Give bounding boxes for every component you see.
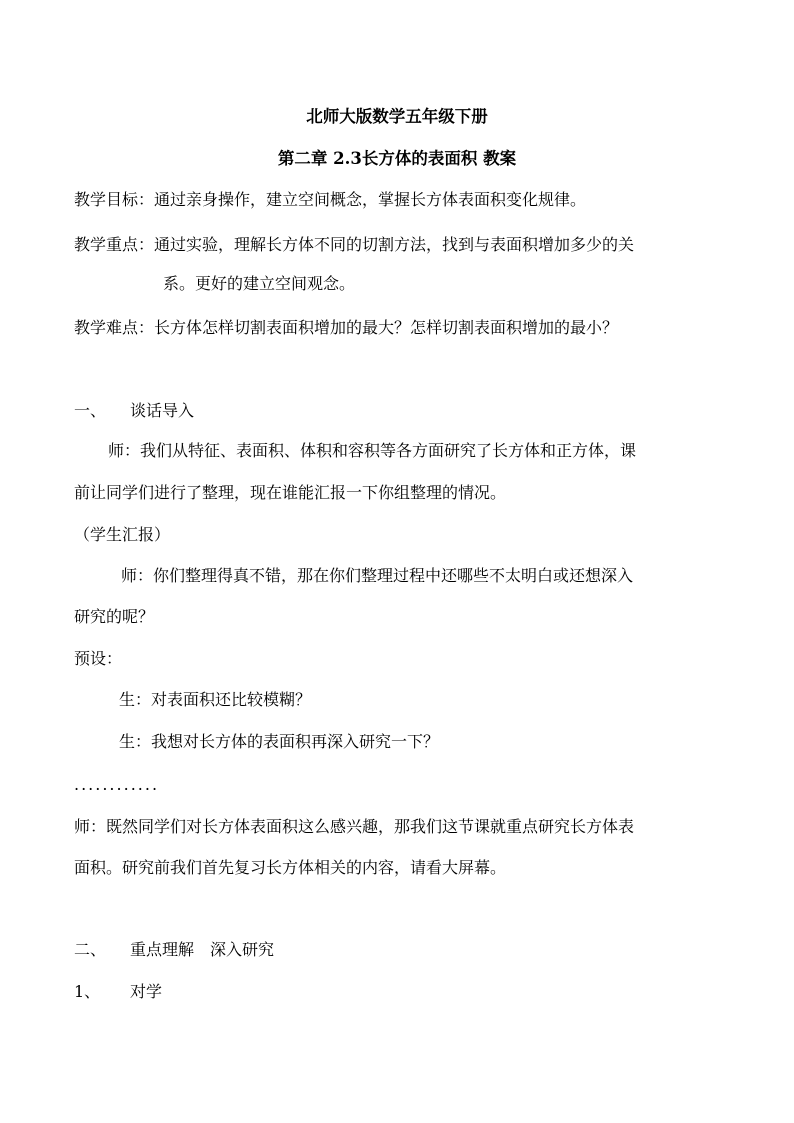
teaching-focus-line2: 系。更好的建立空间观念。 <box>163 274 356 293</box>
teaching-focus-line1: 教学重点：通过实验，理解长方体不同的切割方法，找到与表面积增加多少的关 <box>74 235 635 254</box>
paragraph3-line1: 师：你们整理得真不错，那在你们整理过程中还哪些不太明白或还想深入 <box>121 566 634 585</box>
section2-number: 二、 <box>74 940 107 959</box>
section2-title: 重点理解 深入研究 <box>130 940 275 959</box>
document-title: 北师大版数学五年级下册 <box>306 107 488 126</box>
section1-number: 一、 <box>74 401 107 420</box>
teaching-difficulty: 教学难点：长方体怎样切割表面积增加的最大？怎样切割表面积增加的最小？ <box>74 318 619 337</box>
ellipsis: ............ <box>74 775 160 794</box>
paragraph2: （学生汇报） <box>74 525 171 544</box>
item1-number: 1、 <box>74 982 101 1001</box>
paragraph4-line1: 师：既然同学们对长方体表面积这么感兴趣，那我们这节课就重点研究长方体表 <box>74 817 635 836</box>
student-answer-2: 生：我想对长方体的表面积再深入研究一下？ <box>119 732 440 751</box>
item1-title: 对学 <box>130 982 163 1001</box>
preset-label: 预设： <box>74 649 123 668</box>
teaching-goal: 教学目标：通过亲身操作，建立空间概念，掌握长方体表面积变化规律。 <box>74 190 587 209</box>
paragraph1-line2: 前让同学们进行了整理，现在谁能汇报一下你组整理的情况。 <box>74 483 507 502</box>
student-answer-1: 生：对表面积还比较模糊？ <box>119 690 312 709</box>
section1-title: 谈话导入 <box>130 401 195 420</box>
document-subtitle: 第二章 2.3长方体的表面积 教案 <box>277 149 517 168</box>
paragraph1-line1: 师：我们从特征、表面积、体积和容积等各方面研究了长方体和正方体，课 <box>108 441 637 460</box>
paragraph4-line2: 面积。研究前我们首先复习长方体相关的内容，请看大屏幕。 <box>74 858 507 877</box>
paragraph3-line2: 研究的呢？ <box>74 607 155 626</box>
